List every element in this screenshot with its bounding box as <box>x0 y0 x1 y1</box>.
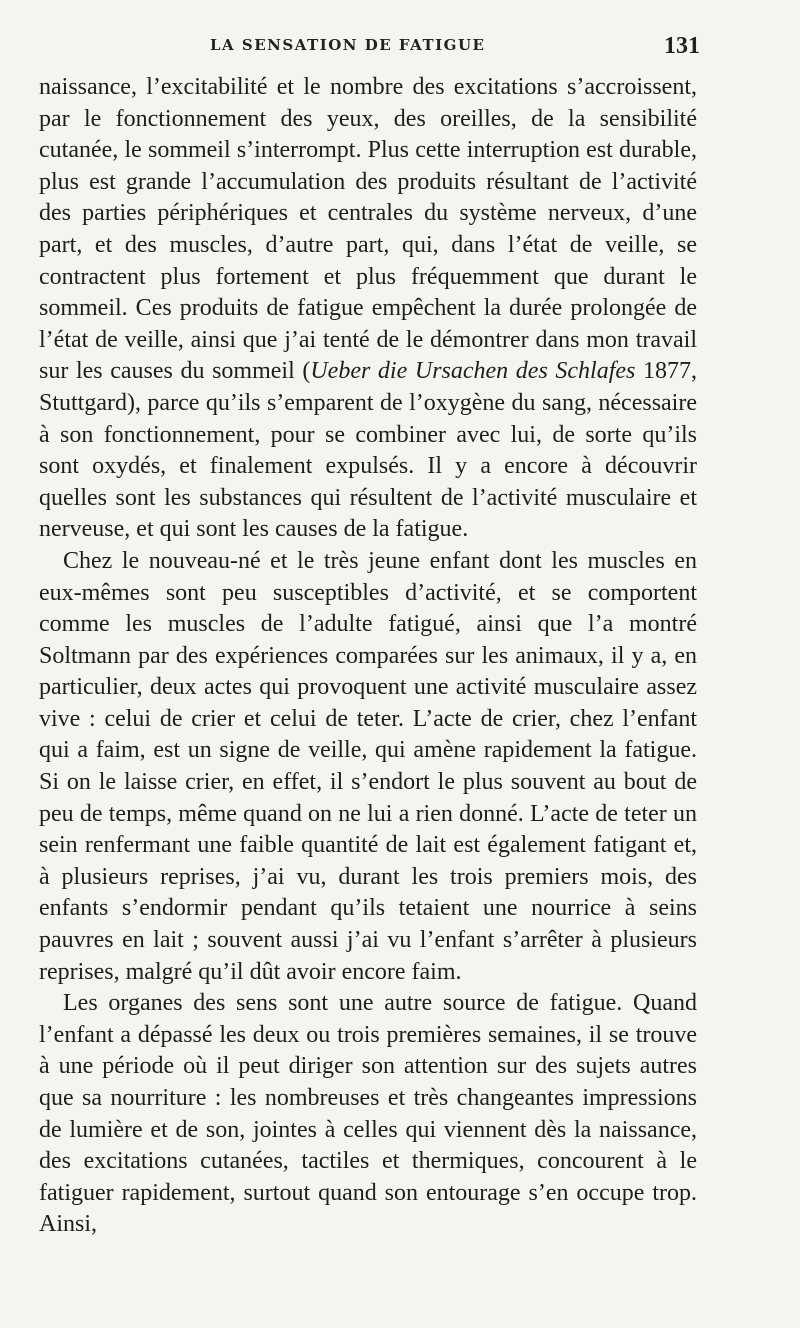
paragraph-continuation <box>39 72 697 546</box>
running-header <box>210 33 700 64</box>
paragraph-senses: Les organes des sens sont une autre source de fatigue. Quand l’enfant a dépassé les deux ou trois premières semaines, il se trouve à une période où il peut diriger son attention sur des sujets autres que sa nourriture : les nombreuses et très changeantes impressions de lumière et de son, jointes à celles qui viennent dès la naissance, des excitations cutanées, tactiles et thermiques, concourent à le fatiguer rapidement, surtout quand son entourage s’en occupe trop. Ainsi, <box>39 990 697 1238</box>
page-number: 131 <box>664 33 700 59</box>
paragraph-text-before-citation: naissance, l’excitabilité et le nombre des excitations s’accroissent, par le fonctionnement des yeux, des oreilles, de la sensibilité cutanée, le sommeil s’interrompt. Plus cette interruption est durable, plus est grande l’accumulation des produits résultant de l’activité des parties périphériques et centrales du système nerveux, d’une part, et des muscles, d’autre part, qui, dans l’état de veille, se contractent plus fortement et plus fréquemment que durant le sommeil. Ces produits de fatigue empêchent la durée prolongée de l’état de veille, ainsi que j’ai tenté de le démontrer dans mon travail sur les causes du sommeil ( <box>39 74 697 385</box>
running-title: LA SENSATION DE FATIGUE <box>210 36 486 54</box>
paragraph-newborn: Chez le nouveau-né et le très jeune enfant dont les muscles en eux-mêmes sont peu susceptibles d’activité, et se comportent comme les muscles de l’adulte fatigué, ainsi que l’a montré Soltmann par des expériences comparées sur les animaux, il y a, en particulier, deux actes qui provoquent une activité musculaire assez vive : celui de crier et celui de teter. L’acte de crier, chez l’enfant qui a faim, est un signe de veille, qui amène rapidement la fatigue. Si on le laisse crier, en effet, il s’endort le plus souvent au bout de peu de temps, même quand on ne lui a rien donné. L’acte de teter un sein renfermant une faible quantité de lait est également fatigant et, à plusieurs reprises, j’ai vu, durant les trois premiers mois, des enfants s’endormir pendant qu’ils tetaient une nourrice à seins pauvres en lait ; souvent aussi j’ai vu l’enfant s’arrêter à plusieurs reprises, malgré qu’il dût avoir encore faim. <box>39 547 697 985</box>
citation-title: Ueber die Ursachen des Schlafes <box>310 358 636 385</box>
paragraph-text-after-citation: 1877, Stuttgard), parce qu’ils s’emparent de l’oxygène du sang, nécessaire à son fonctionnement, pour se combiner avec lui, de sorte qu’ils sont oxydés, et finalement expulsés. Il y a encore à découvrir quelles sont les substances qui résultent de l’activité musculaire et nerveuse, et qui sont les causes de la fatigue. <box>39 358 697 543</box>
body-text <box>39 72 697 1241</box>
